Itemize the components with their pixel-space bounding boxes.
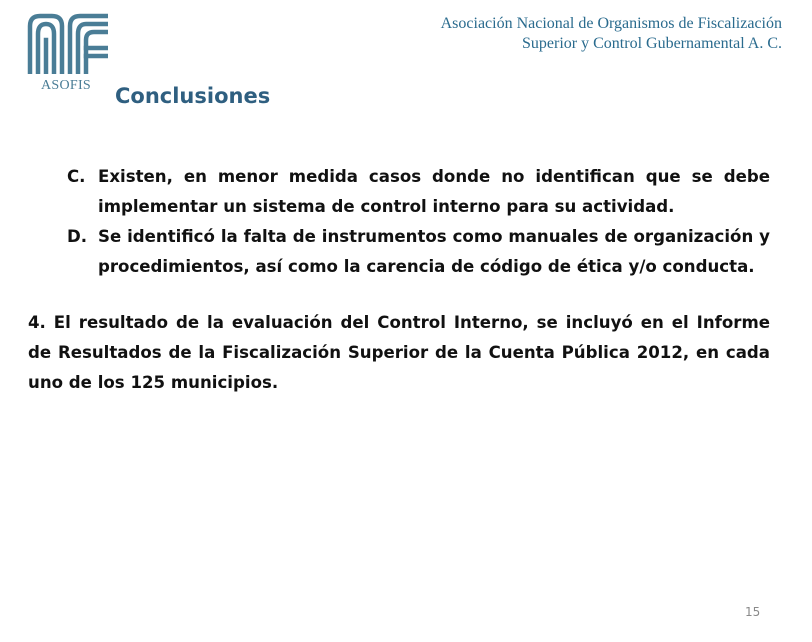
organization-name: [441, 14, 782, 54]
asofis-logo: [22, 12, 110, 94]
list-item-text: Se identificó la falta de instrumentos como manuales de organización y procedimientos, así como la carencia de código de ética y/o conducta.: [98, 227, 770, 276]
list-item-text: Existen, en menor medida casos donde no identifican que se debe implementar un sistema de control interno para su actividad.: [98, 167, 770, 216]
logo-label: ASOFIS: [40, 78, 92, 93]
list-item: [28, 162, 770, 222]
asofis-emblem-icon: [26, 12, 108, 74]
list-item: [28, 222, 770, 282]
list-item-letter: D.: [67, 227, 88, 246]
org-line-1: Asociación Nacional de Organismos de Fiscalización: [440, 15, 782, 32]
page-title: Conclusiones: [115, 84, 271, 108]
list-item-letter: C.: [67, 167, 86, 186]
page-number: 15: [745, 605, 761, 619]
org-line-2: Superior y Control Gubernamental A. C.: [522, 35, 782, 52]
slide-content: [28, 162, 770, 398]
conclusion-paragraph: 4. El resultado de la evaluación del Control Interno, se incluyó en el Informe de Resultados de la Fiscalización Superior de la Cuenta Pública 2012, en cada uno de los 125 municipios.: [28, 313, 770, 392]
